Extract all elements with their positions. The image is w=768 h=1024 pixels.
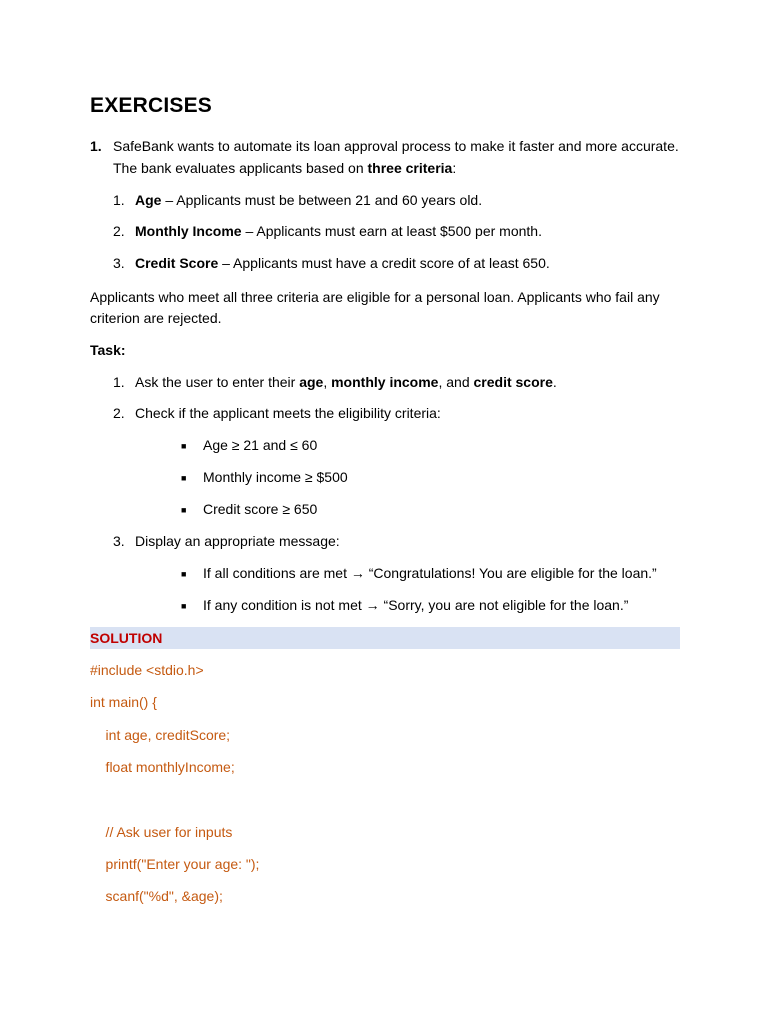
criteria-desc: – Applicants must have a credit score of at least 650. (218, 254, 550, 271)
criteria-number: 3. (113, 254, 125, 271)
bullet-item (181, 467, 680, 489)
question-line-2 (113, 158, 680, 180)
code-line: int main() { (90, 694, 157, 711)
criteria-list (113, 190, 680, 275)
step-text: Ask the user to enter their (135, 373, 300, 390)
eligibility-paragraph: Applicants who meet all three criteria are eligible for a personal loan. Applicants who fail any criterion are rejected. (90, 288, 660, 327)
step-sep: , (323, 373, 332, 390)
code-line (90, 788, 680, 810)
step-number: 1. (113, 373, 125, 390)
code-block (90, 659, 680, 908)
step-bold-score: credit score (473, 373, 553, 390)
task-step (113, 403, 680, 521)
bullet-text: If all conditions are met → “Congratulations! You are eligible for the loan.” (203, 564, 657, 581)
square-bullet-icon: ■ (181, 473, 187, 484)
square-bullet-icon: ■ (181, 505, 187, 516)
bullet-item (181, 563, 680, 585)
question-1 (90, 136, 680, 179)
criteria-bullets (181, 435, 680, 521)
document-page (90, 93, 680, 918)
question-line-2-post: : (452, 159, 457, 176)
step-sep: , and (438, 373, 474, 390)
bullet-text: Age ≥ 21 and ≤ 60 (203, 437, 318, 454)
question-number: 1. (90, 138, 102, 155)
bullet-item (181, 435, 680, 457)
criteria-item (113, 190, 680, 212)
code-line: printf("Enter your age: "); (90, 856, 260, 873)
code-line: scanf("%d", &age); (90, 888, 223, 905)
task-heading: Task: (90, 342, 126, 358)
bullet-item (181, 499, 680, 521)
step-text: . (552, 373, 557, 390)
step-text: Check if the applicant meets the eligibility criteria: (135, 405, 441, 422)
criteria-item (113, 221, 680, 243)
code-line: int age, creditScore; (90, 726, 231, 743)
code-line: #include <stdio.h> (90, 661, 204, 678)
bullet-item (181, 595, 680, 617)
question-text (113, 136, 680, 179)
task-step (113, 372, 680, 394)
step-bold-age: age (299, 373, 324, 390)
step-bold-income: monthly income (331, 373, 439, 390)
criteria-number: 1. (113, 191, 125, 208)
criteria-title: Monthly Income (135, 223, 242, 240)
step-number: 3. (113, 533, 125, 550)
code-line: float monthlyIncome; (90, 758, 235, 775)
criteria-desc: – Applicants must earn at least $500 per month. (241, 223, 542, 240)
question-line-2-pre: The bank evaluates applicants based on (113, 159, 368, 176)
exercises-heading: EXERCISES (90, 94, 213, 117)
step-number: 2. (113, 405, 125, 422)
message-bullets (181, 563, 680, 617)
criteria-title: Credit Score (135, 254, 219, 271)
task-step (113, 531, 680, 617)
criteria-number: 2. (113, 223, 125, 240)
bullet-text: Credit score ≥ 650 (203, 501, 318, 518)
question-line-2-bold: three criteria (367, 159, 453, 176)
task-steps (113, 372, 680, 617)
bullet-text: If any condition is not met → “Sorry, you are not eligible for the loan.” (203, 596, 629, 613)
step-text: Display an appropriate message: (135, 533, 340, 550)
code-line: // Ask user for inputs (90, 823, 233, 840)
criteria-title: Age (135, 191, 162, 208)
solution-label: SOLUTION (90, 627, 680, 649)
square-bullet-icon: ■ (181, 568, 187, 579)
square-bullet-icon: ■ (181, 600, 187, 611)
question-line-1: SafeBank wants to automate its loan approval process to make it faster and more accurate. (113, 138, 679, 155)
criteria-desc: – Applicants must be between 21 and 60 years old. (161, 191, 483, 208)
square-bullet-icon: ■ (181, 441, 187, 452)
criteria-item (113, 253, 680, 275)
bullet-text: Monthly income ≥ $500 (203, 469, 348, 486)
